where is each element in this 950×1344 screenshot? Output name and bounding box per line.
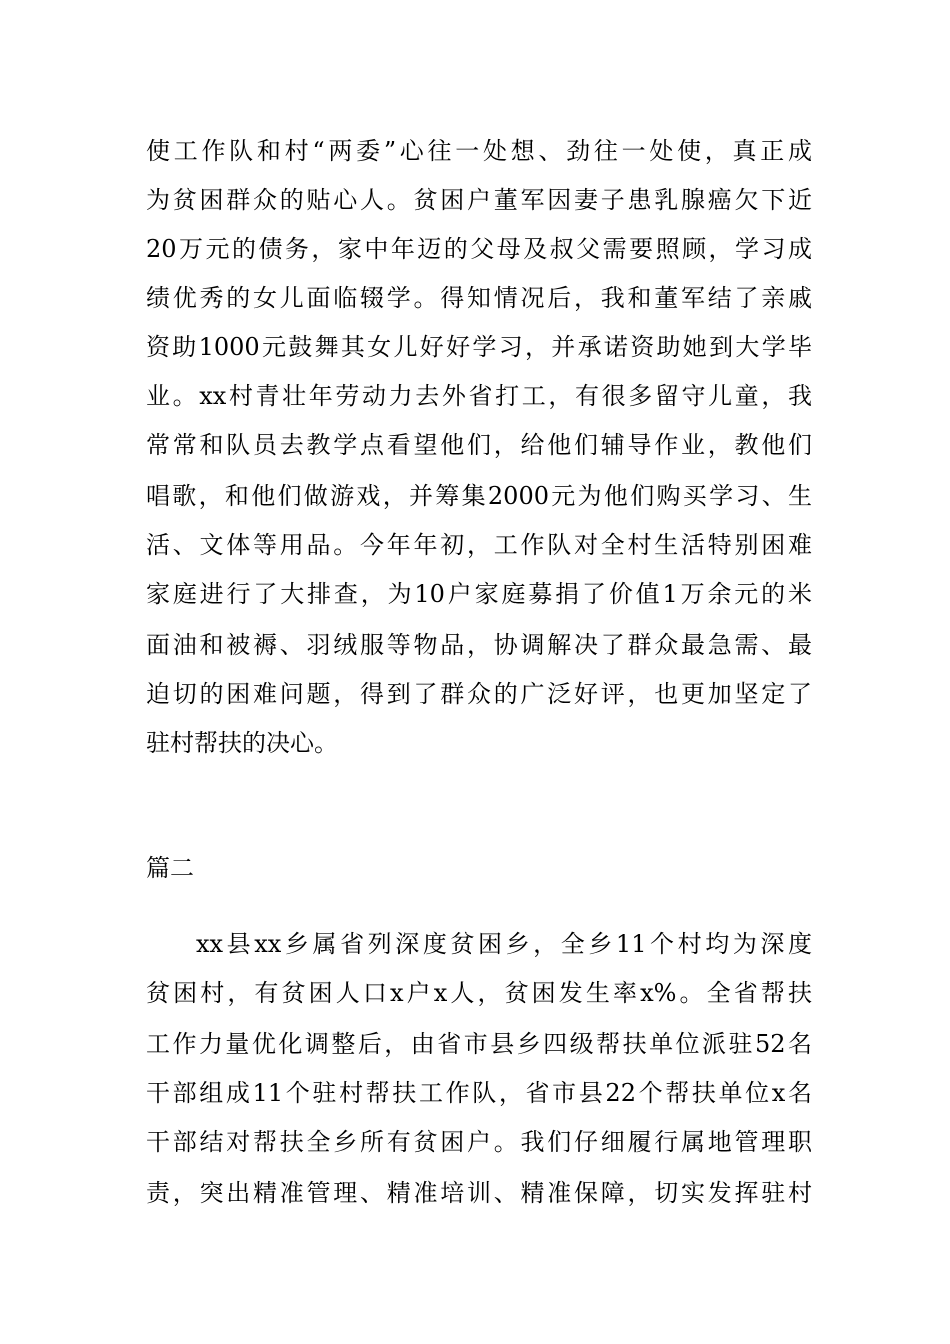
paragraph-line: 责，突出精准管理、精准培训、精准保障，切实发挥驻村 xyxy=(146,1179,812,1207)
paragraph-line: 干部组成11个驻村帮扶工作队，省市县22个帮扶单位x名 xyxy=(146,1079,812,1107)
paragraph-line: 常常和队员去教学点看望他们，给他们辅导作业，教他们 xyxy=(146,431,812,459)
paragraph-line: 为贫困群众的贴心人。贫困户董军因妻子患乳腺癌欠下近 xyxy=(146,186,812,214)
paragraph-line: 工作力量优化调整后，由省市县乡四级帮扶单位派驻52名 xyxy=(146,1030,812,1058)
paragraph-line: 驻村帮扶的决心。 xyxy=(146,729,338,757)
paragraph-line: 家庭进行了大排查，为10户家庭募捐了价值1万余元的米 xyxy=(146,580,812,608)
paragraph-line: 业。xx村青壮年劳动力去外省打工，有很多留守儿童，我 xyxy=(146,382,812,410)
paragraph-line: 贫困村，有贫困人口x户x人，贫困发生率x%。全省帮扶 xyxy=(146,979,812,1007)
paragraph-line: 20万元的债务，家中年迈的父母及叔父需要照顾，学习成 xyxy=(146,235,812,263)
paragraph-line: 绩优秀的女儿面临辍学。得知情况后，我和董军结了亲戚 xyxy=(146,284,812,312)
paragraph-line: 迫切的困难问题，得到了群众的广泛好评，也更加坚定了 xyxy=(146,680,812,708)
paragraph-line: 干部结对帮扶全乡所有贫困户。我们仔细履行属地管理职 xyxy=(146,1128,812,1156)
paragraph-line: xx县xx乡属省列深度贫困乡，全乡11个村均为深度 xyxy=(196,930,812,958)
paragraph-line: 面油和被褥、羽绒服等物品，协调解决了群众最急需、最 xyxy=(146,631,812,659)
paragraph-line: 资助1000元鼓舞其女儿好好学习，并承诺资助她到大学毕 xyxy=(146,333,812,361)
paragraph-line: 活、文体等用品。今年年初，工作队对全村生活特别困难 xyxy=(146,531,812,559)
paragraph-line: 唱歌，和他们做游戏，并筹集2000元为他们购买学习、生 xyxy=(146,482,812,510)
section-heading: 篇二 xyxy=(146,854,194,882)
paragraph-line: 使工作队和村“两委”心往一处想、劲往一处使，真正成 xyxy=(146,137,812,165)
